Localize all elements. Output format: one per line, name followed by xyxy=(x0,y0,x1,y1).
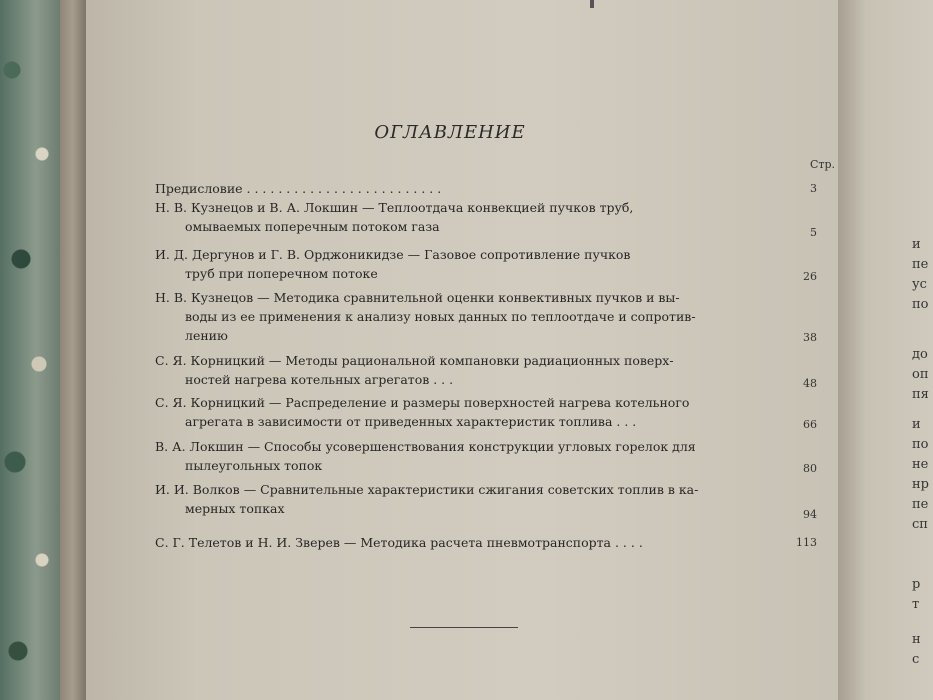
toc-entry-line: Н. В. Кузнецов — Методика сравнительной оценки конвективных пучков и вы- xyxy=(155,290,680,305)
toc-entry xyxy=(155,351,817,390)
book-cover-edge xyxy=(0,0,60,700)
adjacent-page-fragment: т xyxy=(912,597,920,612)
toc-entry-line: С. Я. Корницкий — Распределение и размеры поверхностей нагрева котельного xyxy=(155,395,690,410)
adjacent-page-fragment: и xyxy=(912,237,921,252)
toc-entry xyxy=(155,393,817,431)
toc-page-number: 5 xyxy=(810,226,817,239)
toc-entry-line: мерных топках xyxy=(185,501,285,516)
adjacent-page-fragment: пе xyxy=(912,257,929,272)
adjacent-page-fragment: и xyxy=(912,417,921,432)
toc-entry-line: В. А. Локшин — Способы усовершенствования конструкции угловых горелок для xyxy=(155,439,696,454)
toc-page-number: 66 xyxy=(803,418,817,431)
adjacent-page-fragment: нр xyxy=(912,477,929,492)
page-title: ОГЛАВЛЕНИЕ xyxy=(374,122,526,143)
toc-entry xyxy=(155,288,817,345)
adjacent-page-fragment: ус xyxy=(912,277,927,292)
toc-page-number: 48 xyxy=(803,377,817,390)
toc-page-number: 94 xyxy=(803,508,817,521)
adjacent-page-fragment: р xyxy=(912,577,921,592)
toc-entry-line: воды из ее применения к анализу новых данных по теплоотдаче и сопротив- xyxy=(185,309,696,324)
toc-page-number: 38 xyxy=(803,331,817,344)
toc-entry-line: Предисловие . . . . . . . . . . . . . . . . . . . . . . . . . xyxy=(155,181,442,196)
toc-entry xyxy=(155,533,817,552)
adjacent-page-fragment: с xyxy=(912,652,920,667)
toc-entry-line: труб при поперечном потоке xyxy=(185,266,378,281)
toc-entry-line: И. И. Волков — Сравнительные характеристики сжигания советских топлив в ка- xyxy=(155,482,699,497)
adjacent-page-fragment: пя xyxy=(912,387,929,402)
adjacent-page-fragment: сп xyxy=(912,517,928,532)
adjacent-page-fragment: не xyxy=(912,457,929,472)
toc-entry-line: омываемых поперечным потоком газа xyxy=(185,219,440,234)
top-mark xyxy=(590,0,594,8)
toc-entry-line: С. Я. Корницкий — Методы рациональной компановки радиационных поверх- xyxy=(155,353,674,368)
page-column-label: Стр. xyxy=(810,158,836,171)
adjacent-page-fragment: н xyxy=(912,632,921,647)
toc-entry-line: И. Д. Дергунов и Г. В. Орджоникидзе — Газовое сопротивление пучков xyxy=(155,247,631,262)
toc-page-number: 113 xyxy=(796,536,817,549)
book-binding xyxy=(60,0,86,700)
toc-page-number: 26 xyxy=(803,270,817,283)
toc-entry-line: лению xyxy=(185,328,228,343)
toc-entry-line: Н. В. Кузнецов и В. А. Локшин — Теплоотдача конвекцией пучков труб, xyxy=(155,200,634,215)
toc-entry-line: С. Г. Телетов и Н. И. Зверев — Методика расчета пневмотранспорта . . . . xyxy=(155,535,643,550)
toc-entry xyxy=(155,245,817,283)
adjacent-page-fragment: оп xyxy=(912,367,929,382)
adjacent-page-fragment: до xyxy=(912,347,928,362)
toc-entry xyxy=(155,198,817,239)
toc-page-number: 3 xyxy=(810,182,817,195)
toc-entry xyxy=(155,437,817,475)
left-page xyxy=(86,0,838,700)
adjacent-page-fragment: по xyxy=(912,297,929,312)
adjacent-page-fragment: по xyxy=(912,437,929,452)
section-divider xyxy=(410,627,518,628)
toc-entry-line: ностей нагрева котельных агрегатов . . . xyxy=(185,372,454,387)
toc-page-number: 80 xyxy=(803,462,817,475)
adjacent-page-fragment: пе xyxy=(912,497,929,512)
toc-entry-line: пылеугольных топок xyxy=(185,458,323,473)
toc-entry xyxy=(155,480,817,521)
toc-entry-line: агрегата в зависимости от приведенных характеристик топлива . . . xyxy=(185,414,637,429)
toc-entry xyxy=(155,179,817,198)
